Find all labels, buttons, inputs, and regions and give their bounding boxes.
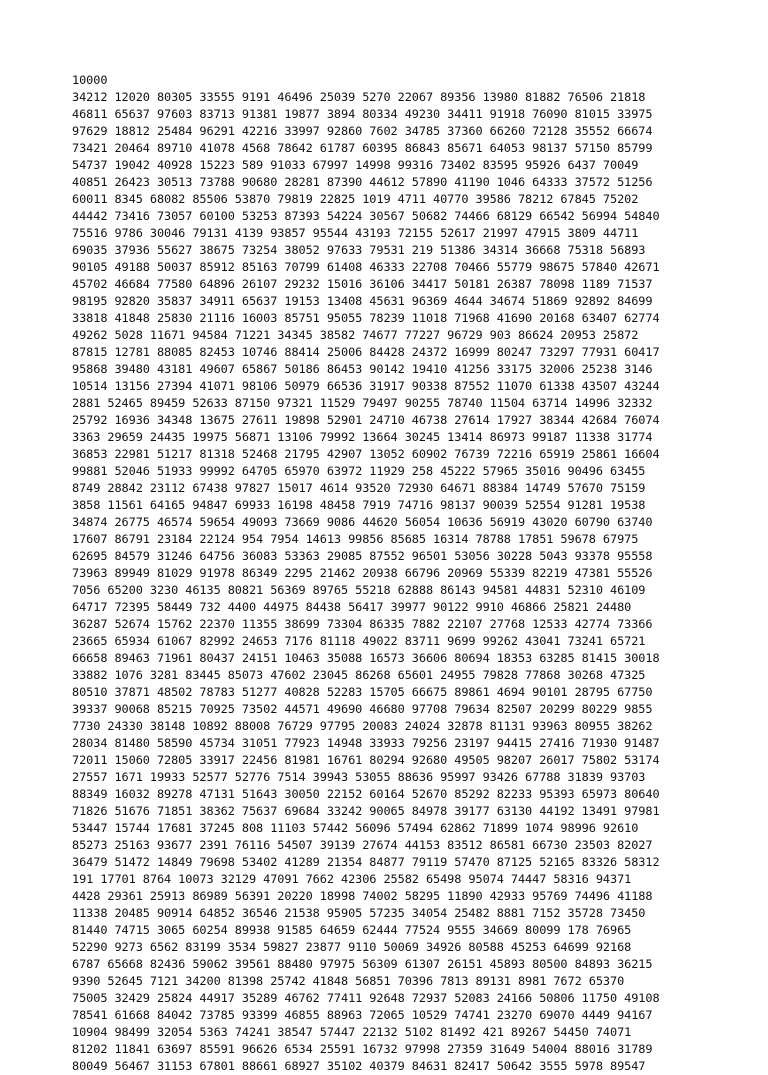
number-row: 53447 15744 17681 37245 808 11103 57442 56096 57494 62862 71899 1074 98996 92610 xyxy=(72,821,639,835)
number-row: 7056 65200 3230 46135 80821 56369 89765 55218 62888 86143 94581 44831 52310 46109 xyxy=(72,583,646,597)
number-row: 6787 65668 82436 59062 39561 88480 97975 56309 61307 26151 45893 80500 84893 36215 xyxy=(72,957,653,971)
number-row: 49262 5028 11671 94584 71221 34345 38582 74677 77227 96729 903 86624 20953 25872 xyxy=(72,328,639,342)
number-row: 34874 26775 46574 59654 49093 73669 9086 44620 56054 10636 56919 43020 60790 63740 xyxy=(72,515,653,529)
number-row: 10904 98499 32054 5363 74241 38547 57447 22132 5102 81492 421 89267 54450 74071 xyxy=(72,1025,632,1039)
number-row: 88349 16032 89278 47131 51643 30050 22152 60164 52670 85292 82233 95393 65973 80640 xyxy=(72,787,660,801)
number-row: 36287 52674 15762 22370 11355 38699 73304 86335 7882 22107 27768 12533 42774 73366 xyxy=(72,617,653,631)
number-row: 87815 12781 88085 82453 10746 88414 25006 84428 24372 16999 80247 73297 77931 60417 xyxy=(72,345,660,359)
number-row: 97629 18812 25484 96291 42216 33997 92860 7602 34785 37360 66260 72128 35552 66674 xyxy=(72,124,653,138)
number-row: 46811 65637 97603 83713 91381 19877 3894 80334 49230 34411 91918 76090 81015 33975 xyxy=(72,107,653,121)
number-row: 36853 22981 51217 81318 52468 21795 42907 13052 60902 76739 72216 65919 25861 16604 xyxy=(72,447,660,461)
number-row: 66658 89463 71961 80437 24151 10463 35088 16573 36606 80694 18353 63285 81415 30018 xyxy=(72,651,660,665)
number-row: 2881 52465 89459 52633 87150 97321 11529 79497 90255 78740 11504 63714 14996 32332 xyxy=(72,396,653,410)
number-row: 73421 20464 89710 41078 4568 78642 61787 60395 86843 85671 64053 98137 57150 85799 xyxy=(72,141,653,155)
number-row: 36479 51472 14849 79698 53402 41289 21354 84877 79119 57470 87125 52165 83326 58312 xyxy=(72,855,660,869)
number-row: 9390 52645 7121 34200 81398 25742 41848 56851 70396 7813 89131 8981 7672 65370 xyxy=(72,974,625,988)
number-row: 71826 51676 71851 38362 75637 69684 33242 90065 84978 39177 63130 44192 13491 97981 xyxy=(72,804,660,818)
number-row: 3363 29659 24435 19975 56871 13106 79992 13664 30245 13414 86973 99187 11338 31774 xyxy=(72,430,653,444)
number-row: 10514 13156 27394 41071 98106 50979 66536 31917 90338 87552 11070 61338 43507 43244 xyxy=(72,379,660,393)
number-row: 62695 84579 31246 64756 36083 53363 29085 87552 96501 53056 30228 5043 93378 95558 xyxy=(72,549,653,563)
number-row: 25792 16936 34348 13675 27611 19898 52901 24710 46738 27614 17927 38344 42684 76074 xyxy=(72,413,660,427)
number-row: 191 17701 8764 10073 32129 47091 7662 42306 25582 65498 95074 74447 58316 94371 xyxy=(72,872,632,886)
number-row: 90105 49188 50037 85912 85163 70799 61408 46333 22708 70466 55779 98675 57840 42671 xyxy=(72,260,660,274)
number-count-line: 10000 xyxy=(72,73,108,87)
number-row: 52290 9273 6562 83199 3534 59827 23877 9110 50069 34926 80588 45253 64699 92168 xyxy=(72,940,632,954)
number-row: 27557 1671 19933 52577 52776 7514 39943 53055 88636 95997 93426 67788 31839 93703 xyxy=(72,770,646,784)
number-row: 11338 20485 90914 64852 36546 21538 95905 57235 34054 25482 8881 7152 35728 73450 xyxy=(72,906,646,920)
number-row: 54737 19042 40928 15223 589 91033 67997 14998 99316 73402 83595 95926 6437 70049 xyxy=(72,158,639,172)
number-row: 75516 9786 30046 79131 4139 93857 95544 43193 72155 52617 21997 47915 3809 44711 xyxy=(72,226,639,240)
number-row: 80510 37871 48502 78783 51277 40828 52283 15705 66675 89861 4694 90101 28795 67750 xyxy=(72,685,653,699)
number-row: 60011 8345 68082 85506 53870 79819 22825 1019 4711 40770 39586 78212 67845 75202 xyxy=(72,192,639,206)
number-row: 17607 86791 23184 22124 954 7954 14613 99856 85685 16314 78788 17851 59678 67975 xyxy=(72,532,639,546)
number-row: 34212 12020 80305 33555 9191 46496 25039 5270 22067 89356 13980 81882 76506 21818 xyxy=(72,90,646,104)
number-row: 64717 72395 58449 732 4400 44975 84438 56417 39977 90122 9910 46866 25821 24480 xyxy=(72,600,632,614)
number-row: 4428 29361 25913 86989 56391 20220 18998 74002 58295 11890 42933 95769 74496 41188 xyxy=(72,889,653,903)
number-row: 81440 74715 3065 60254 89938 91585 64659 62444 77524 9555 34669 80099 178 76965 xyxy=(72,923,632,937)
number-row: 3858 11561 64165 94847 69933 16198 48458 7919 74716 98137 90039 52554 91281 19538 xyxy=(72,498,646,512)
number-row: 85273 25163 93677 2391 76116 54507 39139 27674 44153 83512 86581 66730 23503 82027 xyxy=(72,838,653,852)
number-row: 39337 90068 85215 70925 73502 44571 49690 46680 97708 79634 82507 20299 80229 9855 xyxy=(72,702,653,716)
number-row: 7730 24330 38148 10892 88008 76729 97795 20083 24024 32878 81131 93963 80955 38262 xyxy=(72,719,653,733)
number-row: 80049 56467 31153 67801 88661 68927 35102 40379 84631 82417 50642 3555 5978 89547 xyxy=(72,1059,646,1073)
number-row: 98195 92820 35837 34911 65637 19153 13408 45631 96369 4644 34674 51869 92892 84699 xyxy=(72,294,653,308)
number-row: 8749 28842 23112 67438 97827 15017 4614 93520 72930 64671 88384 14749 57670 75159 xyxy=(72,481,646,495)
number-row: 73963 89949 81029 91978 86349 2295 21462 20938 66796 20969 55339 82219 47381 55526 xyxy=(72,566,653,580)
number-row: 78541 61668 84042 73785 93399 46855 88963 72065 10529 74741 23270 69070 4449 94167 xyxy=(72,1008,653,1022)
number-row: 23665 65934 61067 82992 24653 7176 81118 49022 83711 9699 99262 43041 73241 65721 xyxy=(72,634,646,648)
number-row: 72011 15060 72805 33917 22456 81981 16761 80294 92680 49505 98207 26017 75802 53174 xyxy=(72,753,660,767)
number-list-page xyxy=(72,72,752,1075)
number-row: 95868 39480 43181 49607 65867 50186 86453 90142 19410 41256 33175 32006 25238 3146 xyxy=(72,362,653,376)
number-row: 99881 52046 51933 99992 64705 65970 63972 11929 258 45222 57965 35016 90496 63455 xyxy=(72,464,646,478)
number-row: 33818 41848 25830 21116 16003 85751 95055 78239 11018 71968 41690 20168 63407 62774 xyxy=(72,311,660,325)
number-row: 28034 81480 58590 45734 31051 77923 14948 33933 79256 23197 94415 27416 71930 91487 xyxy=(72,736,660,750)
number-row: 33882 1076 3281 83445 85073 47602 23045 86268 65601 24955 79828 77868 30268 47325 xyxy=(72,668,646,682)
number-row: 44442 73416 73057 60100 53253 87393 54224 30567 50682 74466 68129 66542 56994 54840 xyxy=(72,209,660,223)
number-row: 75005 32429 25824 44917 35289 46762 77411 92648 72937 52083 24166 50806 11750 49108 xyxy=(72,991,660,1005)
number-row: 45702 46684 77580 64896 26107 29232 15016 36106 34417 50181 26387 78098 1189 71537 xyxy=(72,277,653,291)
number-row: 40851 26423 30513 73788 90680 28281 87390 44612 57890 41190 1046 64333 37572 51256 xyxy=(72,175,653,189)
number-row: 81202 11841 63697 85591 96626 6534 25591 16732 97998 27359 31649 54004 88016 31789 xyxy=(72,1042,653,1056)
number-row: 69035 37936 55627 38675 73254 38052 97633 79531 219 51386 34314 36668 75318 56893 xyxy=(72,243,646,257)
